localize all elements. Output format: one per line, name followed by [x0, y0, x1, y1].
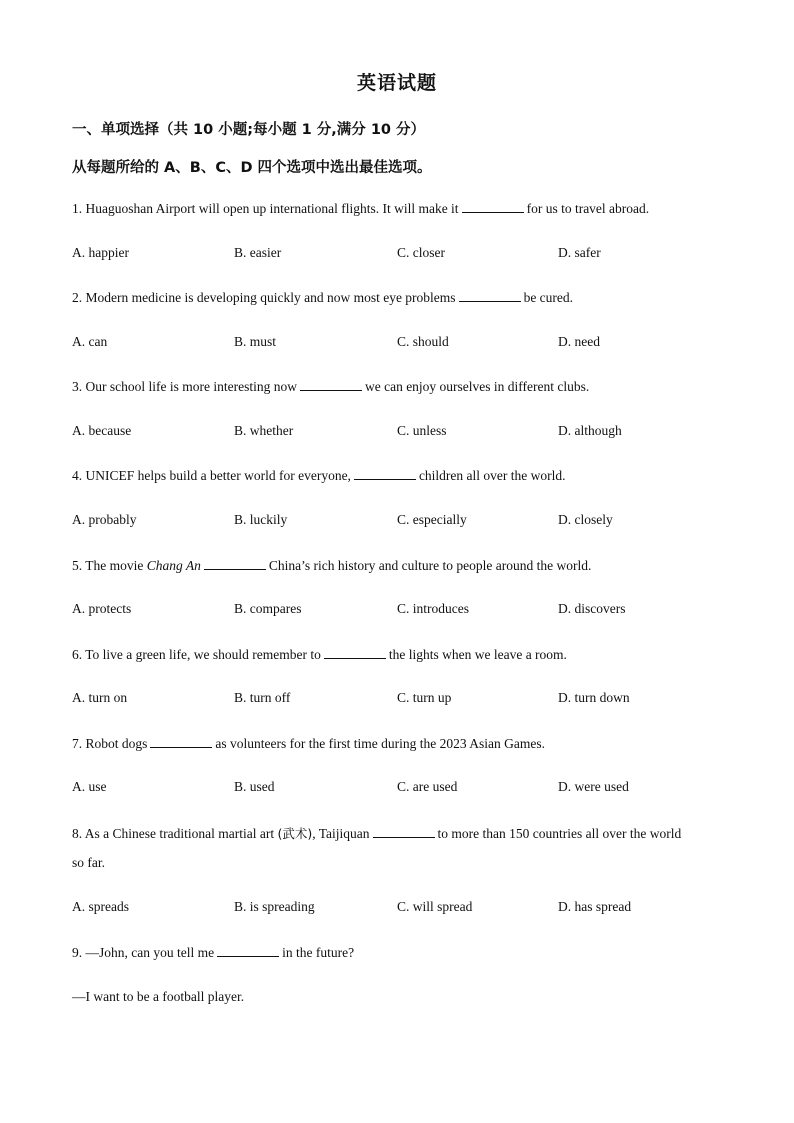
answer-blank	[300, 378, 362, 391]
answer-blank	[324, 646, 386, 659]
option-c: C. will spread	[397, 899, 473, 914]
option-a: A. use	[72, 779, 107, 794]
option-c: C. turn up	[397, 690, 452, 705]
question-6: 6. To live a green life, we should remember to the lights when we leave a room.	[72, 647, 567, 662]
option-c: C. unless	[397, 423, 447, 438]
option-a: A. because	[72, 423, 132, 438]
option-d: D. turn down	[558, 690, 630, 705]
question-1: 1. Huaguoshan Airport will open up international flights. It will make it for us to travel abroad.	[72, 201, 650, 216]
option-b: B. easier	[234, 245, 282, 260]
chinese-term: (武术)	[277, 826, 313, 841]
option-a: A. can	[72, 334, 108, 349]
option-d: D. has spread	[558, 899, 632, 914]
question-5: 5. The movie Chang An China’s rich history and culture to people around the world.	[72, 558, 592, 573]
question-3: 3. Our school life is more interesting now we can enjoy ourselves in different clubs.	[72, 379, 590, 394]
option-a: A. protects	[72, 601, 132, 616]
option-b: B. turn off	[234, 690, 291, 705]
option-a: A. spreads	[72, 899, 129, 914]
answer-blank	[373, 825, 435, 838]
question-8-continued: so far.	[72, 855, 105, 870]
option-c: C. should	[397, 334, 449, 349]
answer-blank	[217, 944, 279, 957]
question-8: 8. As a Chinese traditional martial art (武术), Taijiquan to more than 150 countries all over the world	[72, 826, 682, 841]
option-d: D. were used	[558, 779, 629, 794]
option-c: C. are used	[397, 779, 458, 794]
options-7	[72, 779, 712, 797]
answer-blank	[150, 735, 212, 748]
option-a: A. probably	[72, 512, 137, 527]
page-title: 英语试题	[356, 72, 437, 94]
options-3	[72, 423, 712, 441]
option-b: B. luckily	[234, 512, 288, 527]
options-4	[72, 512, 712, 530]
options-2	[72, 334, 712, 352]
option-d: D. discovers	[558, 601, 626, 616]
option-c: C. closer	[397, 245, 445, 260]
answer-blank	[459, 289, 521, 302]
movie-title: Chang An	[146, 558, 201, 573]
option-d: D. closely	[558, 512, 613, 527]
options-8	[72, 899, 712, 917]
option-b: B. is spreading	[234, 899, 315, 914]
question-7: 7. Robot dogs as volunteers for the first time during the 2023 Asian Games.	[72, 736, 545, 751]
option-b: B. compares	[234, 601, 302, 616]
instruction: 从每题所给的 A、B、C、D 四个选项中选出最佳选项。	[72, 160, 432, 176]
question-9: 9. —John, can you tell me in the future?	[72, 945, 355, 960]
question-4: 4. UNICEF helps build a better world for everyone, children all over the world.	[72, 468, 566, 483]
answer-blank	[462, 200, 524, 213]
option-d: D. safer	[558, 245, 601, 260]
option-c: C. introduces	[397, 601, 469, 616]
answer-blank	[354, 467, 416, 480]
options-6	[72, 690, 712, 708]
option-c: C. especially	[397, 512, 467, 527]
question-9-reply: —I want to be a football player.	[72, 989, 245, 1004]
section-heading: 一、单项选择（共 10 小题;每小题 1 分,满分 10 分）	[72, 122, 426, 138]
option-d: D. although	[558, 423, 622, 438]
question-2: 2. Modern medicine is developing quickly and now most eye problems be cured.	[72, 290, 574, 305]
option-b: B. used	[234, 779, 275, 794]
options-1	[72, 245, 712, 263]
answer-blank	[204, 557, 266, 570]
option-b: B. whether	[234, 423, 294, 438]
option-a: A. happier	[72, 245, 129, 260]
option-a: A. turn on	[72, 690, 128, 705]
option-d: D. need	[558, 334, 600, 349]
option-b: B. must	[234, 334, 277, 349]
options-5	[72, 601, 712, 619]
